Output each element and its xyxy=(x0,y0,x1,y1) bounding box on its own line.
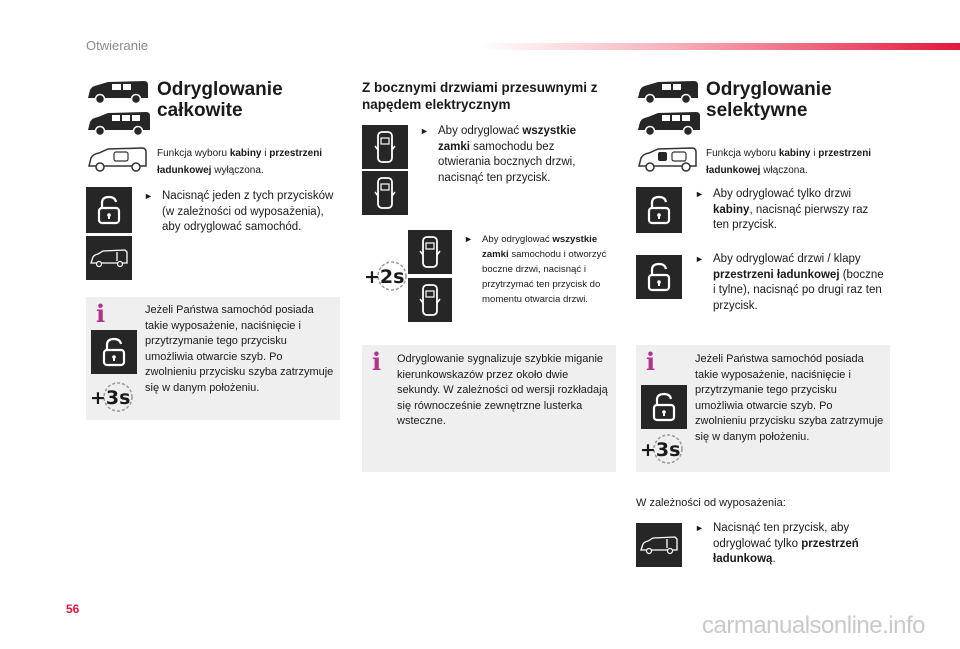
unlock-button-icon xyxy=(86,187,132,233)
side-door-hold-icon-2 xyxy=(408,278,452,322)
unlock-button-icon xyxy=(636,187,682,233)
cargo-unlock-button-icon xyxy=(86,236,132,280)
col2-bullet-2: ► Aby odryglować wszystkie zamki samochodu i otworzyć boczne drzwi, nacisnąć i przytrzymać ten przycisk do momentu otwarcia drzwi. xyxy=(464,234,607,305)
watermark: carmanualsonline.info xyxy=(702,612,925,639)
cargo-unlock-button-icon xyxy=(636,523,682,567)
col3-bullet-1: ► Aby odryglować tylko drzwi kabiny, nacisnąć pierwszy raz ten przycisk. xyxy=(695,188,869,231)
bullet-arrow-icon: ► xyxy=(420,126,429,136)
info-icon: i xyxy=(96,299,106,328)
col2-bullet-1: ► Aby odryglować wszystkie zamki samochodu bez otwierania bocznych drzwi, nacisnąć ten przycisk. xyxy=(420,125,577,184)
hold-3s-icon xyxy=(88,378,136,416)
unlock-button-icon xyxy=(636,255,682,299)
equipment-note: W zależności od wyposażenia: xyxy=(636,497,786,509)
svg-text:+3s: +3s xyxy=(90,387,131,409)
hold-3s-icon xyxy=(638,430,686,468)
col3-bullet-3: ► Nacisnąć ten przycisk, aby odryglować tylko przestrzeń ładunkową. xyxy=(695,522,859,565)
col2-info-text: Odryglowanie sygnalizuje szybkie miganie kierunkowskazów przez około dwie sekundy. W zależności od wersji rozkładają się równocześnie zewnętrzne lusterka wsteczne. xyxy=(397,353,608,427)
col1-title: Odryglowanie całkowite xyxy=(157,79,283,121)
van-cargo-outline-icon xyxy=(86,144,148,174)
van-short-icon xyxy=(636,78,700,106)
col3-bullet-2: ► Aby odryglować drzwi / klapy przestrzeni ładunkowej (boczne i tylne), nacisnąć po drugi raz ten przycisk. xyxy=(695,253,884,312)
info-icon: i xyxy=(372,347,382,376)
van-long-icon xyxy=(86,108,152,138)
bullet-arrow-icon: ► xyxy=(695,189,704,199)
info-icon: i xyxy=(646,347,656,376)
side-door-button-icon-2 xyxy=(362,171,408,215)
bullet-arrow-icon: ► xyxy=(144,191,153,201)
info-unlock-icon xyxy=(91,330,137,374)
col3-function-note: Funkcja wyboru kabiny i przestrzeni ładunkowej włączona. xyxy=(706,148,872,176)
col1-info-text: Jeżeli Państwa samochód posiada takie wyposażenie, naciśnięcie i przytrzymanie tego przycisku umożliwia otwarcie szyb. Po zwolnieniu przycisku szyba zatrzymuje się w danym położeniu. xyxy=(145,304,334,394)
side-door-button-icon-1 xyxy=(362,125,408,169)
header-accent-bar xyxy=(480,43,960,50)
col3-info-text: Jeżeli Państwa samochód posiada takie wyposażenie, naciśnięcie i przytrzymanie tego przycisku umożliwia otwarcie szyb. Po zwolnieniu przycisku szyba zatrzymuje się w danym położeniu. xyxy=(695,353,884,443)
col2-title: Z bocznymi drzwiami przesuwnymi z napędem elektrycznym xyxy=(362,80,598,112)
van-long-icon xyxy=(636,108,702,138)
van-short-icon xyxy=(86,78,150,106)
info-unlock-icon xyxy=(641,385,687,429)
col1-function-note: Funkcja wyboru kabiny i przestrzeni ładunkowej wyłączona. xyxy=(157,148,323,176)
side-door-hold-icon-1 xyxy=(408,230,452,274)
col3-title: Odryglowanie selektywne xyxy=(706,79,832,121)
bullet-arrow-icon: ► xyxy=(695,523,704,533)
hold-2s-icon xyxy=(362,257,410,295)
svg-text:+2s: +2s xyxy=(364,266,405,288)
van-selective-outline-icon xyxy=(636,144,698,174)
bullet-arrow-icon: ► xyxy=(464,234,473,244)
page-number: 56 xyxy=(66,602,80,616)
section-header: Otwieranie xyxy=(86,38,149,53)
col1-bullet: ► Nacisnąć jeden z tych przycisków (w zależności od wyposażenia), aby odryglować samochód. xyxy=(144,190,334,233)
svg-text:+3s: +3s xyxy=(640,439,681,461)
bullet-arrow-icon: ► xyxy=(695,254,704,264)
